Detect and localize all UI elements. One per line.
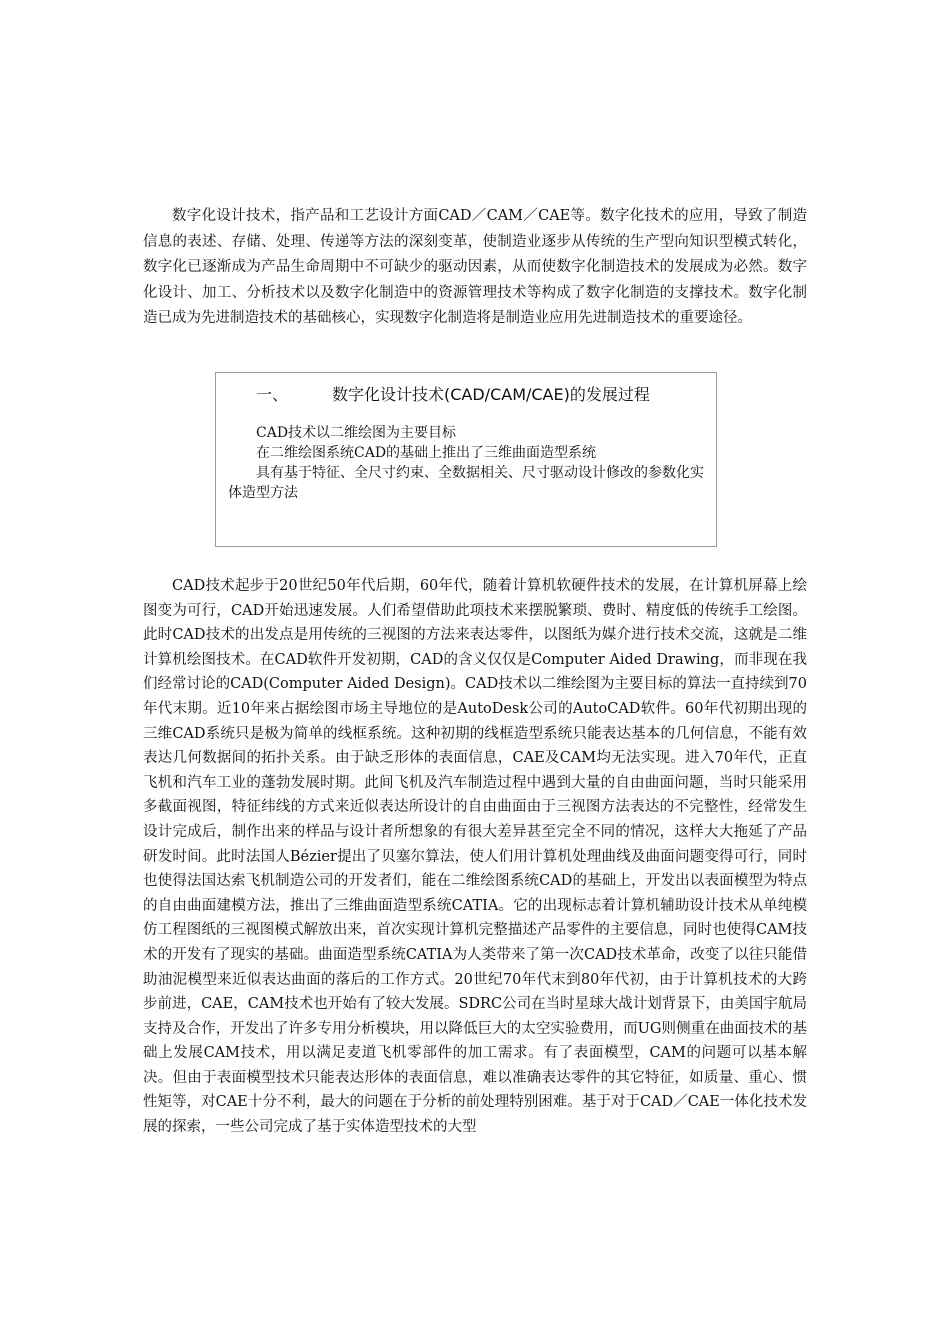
summary-line: CAD技术以二维绘图为主要目标 bbox=[256, 425, 457, 441]
body-paragraph: CAD技术起步于20世纪50年代后期，60年代，随着计算机软硬件技术的发展，在计算机屏幕上绘图变为可行，CAD开始迅速发展。人们希望借助此项技术来摆脱繁琐、费时、精度低的传统手工绘图。此时CAD技术的出发点是用传统的三视图的方法来表达零件，以图纸为媒介进行技术交流，这就是二维计算机绘图技术。在CAD软件开发初期，CAD的含义仅仅是Computer Aided Drawing，而非现在我们经常讨论的CAD(Computer Aided Design)。CAD技术以二维绘图为主要目标的算法一直持续到70年代末期。近10年来占据绘图市场主导地位的是AutoDesk公司的AutoCAD软件。60年代初期出现的三维CAD系统只是极为简单的线框系统。这种初期的线框造型系统只能表达基本的几何信息，不能有效表达几何数据间的拓扑关系。由于缺乏形体的表面信息，CAE及CAM均无法实现。进入70年代，正直飞机和汽车工业的蓬勃发展时期。此间飞机及汽车制造过程中遇到大量的自由曲面问题，当时只能采用多截面视图，特征纬线的方式来近似表达所设计的自由曲面由于三视图方法表达的不完整性，经常发生设计完成后，制作出来的样品与设计者所想象的有很大差异甚至完全不同的情况，这样大大拖延了产品研发时间。此时法国人Bézier提出了贝塞尔算法，使人们用计算机处理曲线及曲面问题变得可行，同时也使得法国达索飞机制造公司的开发者们，能在二维绘图系统CAD的基础上，开发出以表面模型为特点的自由曲面建模方法，推出了三维曲面造型系统CATIA。它的出现标志着计算机辅助设计技术从单纯模仿工程图纸的三视图模式解放出来，首次实现计算机完整描述产品零件的主要信息，同时也使得CAM技术的开发有了现实的基础。曲面造型系统CATIA为人类带来了第一次CAD技术革命，改变了以往只能借助油泥模型来近似表达曲面的落后的工作方式。20世纪70年代末到80年代初，由于计算机技术的大跨步前进，CAE，CAM技术也开始有了较大发展。SDRC公司在当时星球大战计划背景下，由美国宇航局支持及合作，开发出了许多专用分析模块，用以降低巨大的太空实验费用，而UG则侧重在曲面技术的基础上发展CAM技术，用以满足麦道飞机零部件的加工需求。有了表面模型，CAM的问题可以基本解决。但由于表面模型技术只能表达形体的表面信息，难以准确表达零件的其它特征，如质量、重心、惯性矩等，对CAE十分不利，最大的问题在于分析的前处理特别困难。基于对于CAD／CAE一体化技术发展的探索，一些公司完成了基于实体造型技术的大型 bbox=[143, 578, 807, 1136]
summary-line: 在二维绘图系统CAD的基础上推出了三维曲面造型系统 bbox=[256, 445, 597, 461]
intro-paragraph: 数字化设计技术，指产品和工艺设计方面CAD／CAM／CAE等。数字化技术的应用，导致了制造信息的表述、存储、处理、传递等方法的深刻变革，使制造业逐步从传统的生产型向知识型模式转化，数字化已逐渐成为产品生命周期中不可缺少的驱动因素，从而使数字化制造技术的发展成为必然。数字化设计、加工、分析技术以及数字化制造中的资源管理技术等构成了数字化制造的支撑技术。数字化制造已成为先进制造技术的基础核心，实现数字化制造将是制造业应用先进制造技术的重要途径。 bbox=[143, 208, 807, 326]
section-number: 一、 bbox=[256, 385, 289, 404]
summary-line: 具有基于特征、全尺寸约束、全数据相关、尺寸驱动设计修改的参数化实体造型方法 bbox=[228, 465, 704, 501]
section-summary-lines bbox=[228, 423, 708, 503]
section-heading bbox=[256, 382, 650, 405]
section-summary-box bbox=[215, 372, 717, 547]
section-title: 数字化设计技术(CAD/CAM/CAE)的发展过程 bbox=[332, 385, 650, 404]
